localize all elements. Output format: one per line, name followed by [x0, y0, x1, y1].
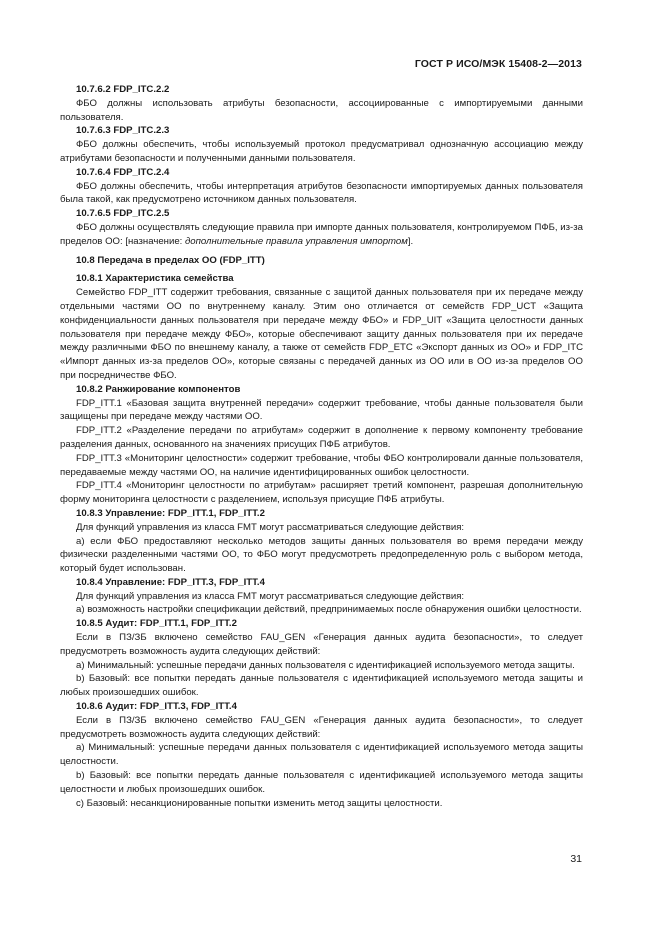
section-heading: 10.8.5 Аудит: FDP_ITT.1, FDP_ITT.2: [76, 618, 237, 630]
paragraph: Если в ПЗ/ЗБ включено семейство FAU_GEN «Генерация данных аудита безопасности», то следует предусмотреть возможность аудита следующих действий:: [60, 632, 583, 657]
page-number: 31: [570, 853, 582, 865]
paragraph: [60, 221, 583, 249]
section-heading: 10.7.6.3 FDP_ITC.2.3: [76, 125, 170, 137]
section-heading: 10.8.2 Ранжирование компонентов: [76, 383, 241, 395]
paragraph: ФБО должны использовать атрибуты безопасности, ассоциированные с импортируемыми данными пользователя.: [60, 97, 583, 123]
paragraph: ФБО должны обеспечить, чтобы используемый протокол предусматривал однозначную ассоциацию между атрибутами безопасности и полученными данными пользователя.: [60, 139, 583, 164]
paragraph: a) Минимальный: успешные передачи данных пользователя с идентификацией используемого метода защиты целостности.: [60, 742, 583, 768]
paragraph: c) Базовый: несанкционированные попытки изменить метод защиты целостности.: [76, 797, 443, 809]
paragraph: FDP_ITT.1 «Базовая защита внутренней передачи» содержит требование, чтобы данные пользователя были защищены при передаче между частями ОО.: [60, 397, 583, 423]
paragraph: FDP_ITT.2 «Разделение передачи по атрибутам» содержит в дополнение к первому компоненту требование разделения данных, основанного на значениях присущих ПФБ атрибутов.: [60, 425, 583, 450]
chapter-heading: 10.8 Передача в пределах ОО (FDP_ITT): [76, 254, 265, 266]
paragraph: Семейство FDP_ITT содержит требования, связанные с защитой данных пользователя при их передаче между отдельными частями ОО по внутреннему каналу. Этим оно отличается от семейств FDP_UCT «Защита конфиденциальности данных пользователя при передаче между ФБО» и FDP_UIT «Защита целостности данных пользователя при передаче между ФБО», которые обеспечивают защиту данных пользователя при их передаче между различными ФБО по внешнему каналу, а также от семейств FDP_ETC «Экспорт данных из ОО» и FDP_ITC «Импорт данных из-за пределов ОО», которые связаны с передачей данных из ОО или в ОО из-за пределов ОО при посредничестве ФБО.: [60, 287, 583, 381]
paragraph: Если в ПЗ/ЗБ включено семейство FAU_GEN «Генерация данных аудита безопасности», то следует предусмотреть возможность аудита следующих действий:: [60, 714, 583, 740]
assignment-text: дополнительные правила управления импортом: [185, 235, 408, 247]
paragraph: b) Базовый: все попытки передать данные пользователя с идентификацией используемого метода защиты и любых произошедших ошибок.: [60, 673, 583, 699]
section-heading: 10.8.4 Управление: FDP_ITT.3, FDP_ITT.4: [76, 576, 265, 588]
section-heading: 10.8.1 Характеристика семейства: [76, 273, 234, 285]
paragraph-text: ФБО должны осуществлять следующие правила при импорте данных пользователя, контролируемом ПФБ, из-за пределов ОО: [назначение:: [60, 221, 583, 247]
paragraph: a) если ФБО предоставляют несколько методов защиты данных пользователя во время передачи между физически разделенными частями ОО, то ФБО могут предусмотреть предопределенную роль с выбором метода, который будет использован.: [60, 535, 583, 575]
document-body: [60, 83, 583, 810]
paragraph: Для функций управления из класса FMT могут рассматриваться следующие действия:: [76, 590, 465, 602]
paragraph: Для функций управления из класса FMT могут рассматриваться следующие действия:: [76, 521, 465, 533]
paragraph: a) Минимальный: успешные передачи данных пользователя с идентификацией используемого метода защиты.: [76, 659, 575, 671]
paragraph: FDP_ITT.3 «Мониторинг целостности» содержит требование, чтобы ФБО контролировали данные пользователя, передаваемые между частями ОО, на наличие идентифицированных ошибок целостности.: [60, 452, 583, 478]
section-heading: 10.7.6.4 FDP_ITC.2.4: [76, 166, 170, 178]
paragraph: FDP_ITT.4 «Мониторинг целостности по атрибутам» расширяет третий компонент, разрешая дополнительную форму мониторинга целостности с разделением, используя присущие ПФБ атрибуты.: [60, 480, 583, 506]
paragraph: b) Базовый: все попытки передать данные пользователя с идентификацией используемого метода защиты целостности и любых произошедших ошибок.: [60, 770, 583, 795]
paragraph-tail: ].: [407, 235, 414, 247]
document-header: ГОСТ Р ИСО/МЭК 15408-2—2013: [414, 58, 582, 70]
section-heading: 10.7.6.5 FDP_ITC.2.5: [76, 208, 170, 220]
section-heading: 10.8.6 Аудит: FDP_ITT.3, FDP_ITT.4: [76, 701, 237, 713]
paragraph: ФБО должны обеспечить, чтобы интерпретация атрибутов безопасности импортируемых данных пользователя была такой, как предусмотрено источником данных пользователя.: [60, 180, 583, 206]
section-heading: 10.7.6.2 FDP_ITC.2.2: [76, 84, 170, 95]
section-heading: 10.8.3 Управление: FDP_ITT.1, FDP_ITT.2: [76, 507, 265, 519]
paragraph: a) возможность настройки спецификации действий, предпринимаемых после обнаружения ошибки целостности.: [76, 604, 582, 616]
